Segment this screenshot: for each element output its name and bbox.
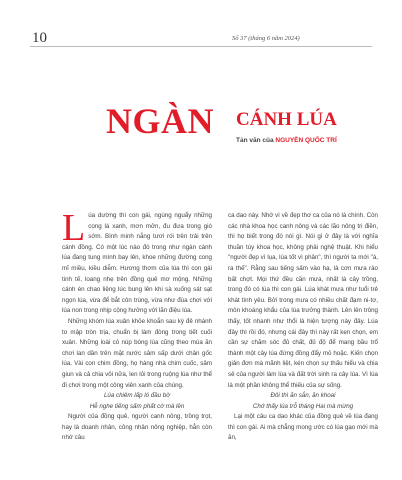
paragraph-1 bbox=[62, 207, 212, 317]
header-rule bbox=[30, 46, 372, 47]
author-name: NGUYỄN QUỐC TRÍ bbox=[275, 137, 337, 144]
verse-line-4: Chớ thấy lúa trỗ tháng Hai mà mừng bbox=[252, 402, 354, 410]
article-byline bbox=[236, 137, 337, 144]
page-number: 10 bbox=[32, 30, 47, 46]
paragraph-3: Người của đồng quê, người canh nông, trồng trọt, hay là doanh nhân, công nhân nông nghiệp, hẳn còn nhớ câu bbox=[62, 413, 212, 442]
right-column bbox=[228, 211, 378, 444]
dropcap: L bbox=[62, 207, 86, 249]
author-label: Tản văn của bbox=[236, 137, 274, 144]
issue-info: Số 37 (tháng 6 năm 2024) bbox=[232, 35, 300, 42]
article-title-main: NGÀN bbox=[106, 101, 214, 141]
verse-line-1: Lúa chiêm lấp ló đầu bờ bbox=[103, 392, 170, 400]
verse-line-2: Hễ nghe tiếng sấm phất cờ mà lên bbox=[89, 402, 185, 410]
paragraph-4: ca dao này. Nhớ vì về đẹp thơ ca của nó là chính. Còn các nhà khoa học canh nông và các lão nông tri điền, thì họ biết trong đó nói gì. Nói gì ở đây là với nghĩa thuần túy khoa học, không phải nghệ thuật. Khi hiểu "người đẹp vì lụa, lúa tốt vì phân", thì người ta mới "à, ra thế". Rằng sau tiếng sấm vào hạ, là cơn mưa rào bất chợt. Mọi thứ đều cần mưa, nhất là cây trồng, trong đó có lúa thì con gái. Lúa khát mưa như tuổi trẻ khát tình yêu. Bởi trong mưa có nhiều chất đạm ni-tơ, môn khoáng khẩu của lúa trưởng thành. Lên lên trông thấy, tốt nhanh như thổi là hiện tượng này đây. Lúa đây thì rồi đó, nhưng cái đây thì này rất ken chọn, em cần sự chăm sóc đủ chất, đủ độ để mang bầu trổ thành một cây lúa đứng đồng đẩy mỏ hoặc. Kiến chọn giản đơn mà mãnh liệt, kén chọn sự thấu hiểu và chia sẻ của người làm lúa và đất trời sinh ra cây lúa. Vì lúa là một phần không thể thiếu của sự sống. bbox=[228, 212, 378, 389]
paragraph-5: Lại một câu ca dao khác của đồng quê về lúa đang thì con gái. Ai mà chẳng mong ước có lúa gạo mới mà ăn, bbox=[228, 413, 378, 442]
article-title-sub: CÁNH LÚA bbox=[236, 109, 337, 130]
verse-line-3: Đôi thì ăn sắn, ăn khoai bbox=[270, 392, 336, 400]
left-column bbox=[62, 207, 212, 444]
paragraph-2: Những khóm lúa xuân khỏe khoắn sau kỳ đẻ nhánh to mập tròn trịa, chuẩn bị làm đòng trong tiết cuối xuân. Những loài cỏ núp bóng lúa cũng theo mùa ăn chơi lan dần trên mặt nước sâm sấp dưới chân gốc lúa. Vài con chim đồng, họ hàng nhà chim cuốc, sâm giun và cả chia vôi nữa, len lỏi trong ruộng lúa như thể đi chơi trong một công viên xanh của chúng. bbox=[62, 317, 212, 389]
paragraph-1-text: úa dường thì con gái, ngúng nguẩy những cọng lá xanh, mơn mởn, đu đưa trong gió sớm. Bình minh nắng tươi rói trên trải trên cánh đồng. Có một lúc nào đó trong như ngàn cánh lúa đang tung mình bay lên, khoe những đường cong mĩ miều, kiều diễm. Hương thơm của lúa thì con gái tinh tế, loang nhẹ trên đồng quê mơ mộng. Những cánh én chao liệng lúc bung lên khi sà xuống sát sạt ngọn lúa, vừa để bắt côn trùng, vừa như đùa chơi với lúa non trong nhịp cộng hưởng với lãn điệu lúa. bbox=[62, 212, 212, 315]
